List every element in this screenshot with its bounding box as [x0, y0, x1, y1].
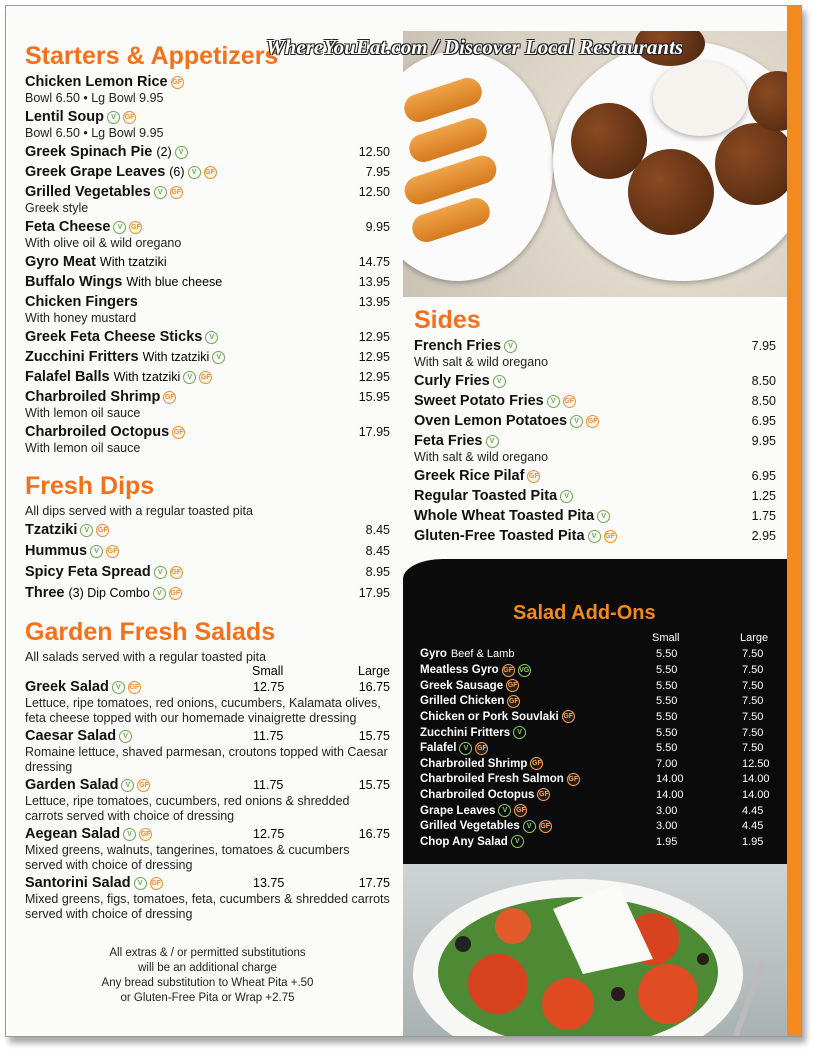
menu-item-price: 9.95 — [365, 220, 390, 234]
menu-item — [25, 585, 390, 602]
menu-item-price: 9.95 — [751, 434, 776, 448]
menu-item — [25, 274, 390, 291]
menu-item-price: 12.95 — [358, 350, 390, 364]
menu-item-price-large: 17.75 — [358, 876, 390, 890]
addon-name: Meatless Gyro — [420, 664, 499, 677]
menu-item-price: 8.45 — [365, 544, 390, 558]
vegetarian-icon: V — [107, 111, 120, 124]
menu-item-description: Lettuce, ripe tomatoes, cucumbers, red onions & shredded carrots served with choice of dressing — [25, 794, 350, 823]
addon-row — [420, 757, 776, 770]
menu-item — [25, 329, 390, 346]
menu-item-price: 12.50 — [358, 145, 390, 159]
addon-price-small: 5.50 — [656, 742, 678, 755]
gluten-free-icon: GF — [586, 415, 599, 428]
menu-item-name: Lentil Soup — [25, 109, 104, 125]
addon-name: Greek Sausage — [420, 679, 504, 692]
addon-row — [420, 648, 776, 660]
addon-price-large: 4.45 — [742, 820, 764, 833]
addon-price-large: 7.50 — [742, 679, 764, 692]
menu-item-note: (3) Dip Combo — [68, 586, 150, 600]
sides-title: Sides — [414, 306, 481, 334]
menu-item-note: (6) — [169, 165, 185, 179]
menu-item-row — [25, 424, 390, 441]
menu-item-note: With blue cheese — [126, 275, 223, 289]
addon-price-large: 7.50 — [742, 648, 764, 660]
starters-title: Starters & Appetizers — [25, 42, 279, 70]
footnote-line: or Gluten-Free Pita or Wrap +2.75 — [120, 992, 295, 1004]
menu-item-name: Buffalo Wings — [25, 274, 123, 290]
gluten-free-icon: GF — [199, 371, 212, 384]
addon-name: Falafel — [420, 742, 457, 755]
menu-item-description: Romaine lettuce, shaved parmesan, croutons topped with Caesar dressing — [25, 745, 388, 774]
vegetarian-icon: V — [134, 877, 147, 890]
menu-item — [414, 413, 776, 430]
menu-item-price-small: 13.75 — [253, 876, 285, 890]
menu-item-price-small: 12.75 — [253, 680, 285, 694]
menu-item-name: Sweet Potato Fries — [414, 393, 544, 409]
menu-item-row — [414, 468, 776, 485]
gluten-free-icon: GF — [539, 820, 552, 833]
menu-item-price: 8.50 — [751, 374, 776, 388]
addon-row — [420, 664, 776, 677]
menu-item-name: Spicy Feta Spread — [25, 564, 151, 580]
addon-row — [420, 710, 776, 723]
menu-item-row — [25, 585, 390, 602]
menu-item-row — [25, 294, 390, 311]
vegetarian-icon: V — [511, 835, 524, 848]
addon-row — [420, 835, 776, 848]
vegetarian-icon: V — [113, 221, 126, 234]
vegetarian-icon: V — [547, 395, 560, 408]
vegetarian-icon: V — [188, 166, 201, 179]
salads-title: Garden Fresh Salads — [25, 618, 276, 646]
menu-item-name: Gyro Meat — [25, 254, 96, 270]
gluten-free-icon: GF — [150, 877, 163, 890]
menu-item-description: With honey mustard — [25, 311, 137, 325]
menu-item-price-small: 11.75 — [253, 778, 284, 792]
menu-item-row — [25, 254, 390, 271]
vegetarian-icon: V — [205, 331, 218, 344]
addon-row — [420, 679, 776, 692]
menu-item-name: Feta Fries — [414, 433, 483, 449]
menu-item-row — [25, 369, 390, 386]
menu-item-price: 12.95 — [358, 330, 390, 344]
vegetarian-icon: V — [119, 730, 132, 743]
watermark: WhereYouEat.com / Discover Local Restaurants — [266, 35, 684, 59]
menu-item-name: Caesar Salad — [25, 728, 117, 744]
addon-price-small: 3.00 — [656, 820, 678, 833]
vegetarian-icon: V — [183, 371, 196, 384]
addon-row — [420, 804, 776, 817]
menu-item — [25, 875, 390, 922]
addon-name: Chicken or Pork Souvlaki — [420, 710, 559, 723]
falafel-ball — [628, 149, 714, 235]
menu-item-price-small: 12.75 — [253, 827, 285, 841]
menu-item-description: Greek style — [25, 201, 89, 215]
addon-price-small: 7.00 — [656, 757, 678, 770]
menu-item-row — [25, 679, 390, 696]
addon-price-small: 5.50 — [656, 710, 678, 723]
menu-item-price: 6.95 — [751, 469, 776, 483]
menu-item-description: Bowl 6.50 • Lg Bowl 9.95 — [25, 91, 164, 105]
menu-item-name: Three — [25, 585, 65, 601]
menu-item-description: With lemon oil sauce — [25, 441, 141, 455]
menu-item-row — [25, 349, 390, 366]
menu-item-name: Hummus — [25, 543, 88, 559]
menu-item — [25, 74, 390, 106]
menu-item — [414, 488, 776, 505]
menu-item — [25, 389, 390, 421]
menu-item — [414, 508, 776, 525]
menu-item-price: 7.95 — [751, 339, 776, 353]
menu-item-name: Chicken Lemon Rice — [25, 74, 168, 90]
gluten-free-icon: GF — [106, 545, 119, 558]
gluten-free-icon: GF — [170, 566, 183, 579]
menu-item — [25, 109, 390, 141]
tzatziki-bowl — [653, 61, 748, 136]
vegetarian-icon: V — [513, 726, 526, 739]
menu-item-price: 1.25 — [751, 489, 776, 503]
vegetarian-icon: V — [486, 435, 499, 448]
vegetarian-icon: V — [212, 351, 225, 364]
menu-item-description: With salt & wild oregano — [414, 355, 549, 369]
vegetarian-icon: V — [121, 779, 134, 792]
menu-item-price: 14.75 — [358, 255, 390, 269]
vegetarian-icon: V — [153, 587, 166, 600]
vegetarian-icon: V — [504, 340, 517, 353]
menu-item-row — [25, 875, 390, 892]
menu-item — [25, 728, 390, 775]
sides-list — [414, 338, 776, 545]
menu-item-name: Grilled Vegetables — [25, 184, 151, 200]
gluten-free-icon: GF — [163, 391, 176, 404]
vegetarian-icon: V — [498, 804, 511, 817]
addon-row — [420, 742, 776, 755]
gluten-free-icon: GF — [507, 695, 520, 708]
addon-price-small: 3.00 — [656, 804, 678, 817]
gluten-free-icon: GF — [514, 804, 527, 817]
addon-name: Charbroiled Octopus — [420, 788, 535, 801]
gluten-free-icon: GF — [170, 186, 183, 199]
gluten-free-icon: GF — [567, 773, 580, 786]
starters-list — [25, 74, 390, 456]
menu-item-row — [414, 373, 776, 390]
menu-item-row — [414, 433, 776, 450]
addon-price-large: 1.95 — [742, 835, 764, 848]
menu-item-row — [25, 389, 390, 406]
menu-item-name: Regular Toasted Pita — [414, 488, 558, 504]
greek-salad-photo — [403, 864, 787, 1036]
gluten-free-icon: GF — [562, 710, 575, 723]
orange-edge-strip — [787, 6, 801, 1036]
menu-item-name: Greek Spinach Pie — [25, 144, 153, 160]
menu-item-name: Charbroiled Octopus — [25, 424, 170, 440]
dips-subtitle: All dips served with a regular toasted pita — [25, 504, 253, 518]
menu-item-name: Whole Wheat Toasted Pita — [414, 508, 595, 524]
menu-item-name: Zucchini Fritters — [25, 349, 139, 365]
menu-item-description: With salt & wild oregano — [414, 450, 549, 464]
menu-item-row — [25, 329, 390, 346]
footnote-line: will be an additional charge — [138, 962, 277, 974]
menu-page — [5, 5, 802, 1037]
addon-row — [420, 788, 776, 801]
menu-item — [25, 679, 390, 726]
menu-item-row — [25, 728, 390, 745]
vegetarian-icon: V — [123, 828, 136, 841]
menu-item-price: 15.95 — [358, 390, 390, 404]
menu-item-name: French Fries — [414, 338, 502, 354]
addon-price-small: 1.95 — [656, 835, 678, 848]
addon-name: Grilled Chicken — [420, 695, 505, 708]
menu-item-row — [25, 219, 390, 236]
gluten-free-icon: GF — [123, 111, 136, 124]
addon-price-small: 14.00 — [656, 788, 684, 801]
menu-item-price-large: 15.75 — [358, 729, 390, 743]
menu-item — [25, 777, 390, 824]
menu-item — [25, 164, 390, 181]
menu-item-name: Charbroiled Shrimp — [25, 389, 161, 405]
addon-price-large: 12.50 — [742, 757, 770, 770]
sides-section — [414, 306, 776, 548]
addon-price-large: 14.00 — [742, 788, 770, 801]
salads-list — [25, 679, 390, 922]
addon-row — [420, 773, 776, 786]
menu-item — [25, 424, 390, 456]
gluten-free-icon: GF — [204, 166, 217, 179]
footnote-line: All extras & / or permitted substitutions — [109, 947, 306, 959]
menu-item-note: (2) — [156, 145, 172, 159]
menu-item — [25, 522, 390, 539]
menu-item-row — [414, 528, 776, 545]
menu-item-row — [414, 413, 776, 430]
gluten-free-icon: GF — [502, 664, 515, 677]
addon-name: Chop Any Salad — [420, 835, 508, 848]
menu-item-row — [414, 393, 776, 410]
menu-item — [414, 393, 776, 410]
addon-price-large: 7.50 — [742, 710, 764, 723]
menu-item-name: Garden Salad — [25, 777, 119, 793]
vegetarian-icon: V — [523, 820, 536, 833]
menu-item-price-large: 16.75 — [358, 827, 390, 841]
addons-large-label: Large — [740, 632, 769, 644]
vegetarian-icon: V — [588, 530, 601, 543]
salads-small-label: Small — [252, 664, 284, 678]
menu-item-price: 13.95 — [358, 295, 390, 309]
menu-item-row — [25, 144, 390, 161]
footnote-line: Any bread substitution to Wheat Pita +.50 — [101, 977, 314, 989]
vegan-icon: VG — [518, 664, 531, 677]
addon-row — [420, 820, 776, 833]
vegetarian-icon: V — [459, 742, 472, 755]
addon-name: Charbroiled Shrimp — [420, 757, 528, 770]
menu-item-name: Greek Salad — [25, 679, 109, 695]
vegetarian-icon: V — [597, 510, 610, 523]
vegetarian-icon: V — [493, 375, 506, 388]
menu-item-price: 8.95 — [365, 565, 390, 579]
addon-name: Zucchini Fritters — [420, 726, 511, 739]
addon-price-small: 5.50 — [656, 679, 678, 692]
addon-price-large: 7.50 — [742, 726, 764, 739]
salads-subtitle: All salads served with a regular toasted pita — [25, 650, 267, 664]
menu-item-description: With lemon oil sauce — [25, 406, 141, 420]
addon-price-small: 5.50 — [656, 695, 678, 708]
menu-item-price: 13.95 — [358, 275, 390, 289]
addon-row — [420, 726, 776, 739]
vegetarian-icon: V — [154, 186, 167, 199]
menu-item-price-large: 16.75 — [358, 680, 390, 694]
menu-item-name: Greek Grape Leaves — [25, 164, 166, 180]
addon-price-large: 7.50 — [742, 742, 764, 755]
addon-name: Grilled Vegetables — [420, 820, 520, 833]
vegetarian-icon: V — [112, 681, 125, 694]
gluten-free-icon: GF — [506, 679, 519, 692]
menu-item — [25, 349, 390, 366]
menu-item-row — [25, 74, 390, 91]
menu-item-description: Mixed greens, walnuts, tangerines, tomatoes & cucumbers served with choice of dressing — [25, 843, 350, 872]
menu-item-name: Gluten-Free Toasted Pita — [414, 528, 585, 544]
addon-note: Beef & Lamb — [450, 648, 515, 660]
menu-item-price: 8.50 — [751, 394, 776, 408]
gluten-free-icon: GF — [137, 779, 150, 792]
menu-item — [414, 468, 776, 485]
gluten-free-icon: GF — [604, 530, 617, 543]
menu-item-description: Bowl 6.50 • Lg Bowl 9.95 — [25, 126, 164, 140]
menu-item-price: 8.45 — [365, 523, 390, 537]
addon-price-large: 7.50 — [742, 664, 764, 677]
vegetarian-icon: V — [560, 490, 573, 503]
salads-large-label: Large — [358, 664, 390, 678]
menu-item-price-small: 11.75 — [253, 729, 284, 743]
menu-item-price: 2.95 — [751, 529, 776, 543]
addon-price-small: 5.50 — [656, 726, 678, 739]
menu-item-description: Mixed greens, figs, tomatoes, feta, cucumbers & shredded carrots served with choice of dressing — [25, 892, 390, 921]
falafel-photo — [403, 31, 787, 297]
salads-size-header — [25, 664, 390, 678]
menu-item — [25, 369, 390, 386]
menu-item-name: Tzatziki — [25, 522, 78, 538]
vegetarian-icon: V — [570, 415, 583, 428]
menu-item-note: With tzatziki — [113, 370, 181, 384]
addon-price-large: 14.00 — [742, 773, 770, 786]
footnote — [25, 946, 390, 1006]
vegetarian-icon: V — [80, 524, 93, 537]
vegetarian-icon: V — [90, 545, 103, 558]
menu-item-price: 17.95 — [358, 586, 390, 600]
gluten-free-icon: GF — [172, 426, 185, 439]
menu-item-row — [414, 488, 776, 505]
gluten-free-icon: GF — [537, 788, 550, 801]
addon-price-small: 14.00 — [656, 773, 684, 786]
menu-item-row — [25, 164, 390, 181]
menu-item — [25, 294, 390, 326]
menu-item-row — [25, 777, 390, 794]
addon-name: Charbroiled Fresh Salmon — [420, 773, 564, 786]
menu-item-price: 6.95 — [751, 414, 776, 428]
menu-item — [25, 254, 390, 271]
menu-item — [25, 184, 390, 216]
menu-item-row — [25, 184, 390, 201]
gluten-free-icon: GF — [527, 470, 540, 483]
gluten-free-icon: GF — [128, 681, 141, 694]
menu-item-row — [25, 522, 390, 539]
menu-item-name: Santorini Salad — [25, 875, 131, 891]
menu-item-price: 12.50 — [358, 185, 390, 199]
menu-item-name: Chicken Fingers — [25, 294, 138, 310]
menu-item — [414, 433, 776, 465]
menu-item-name: Curly Fries — [414, 373, 490, 389]
menu-item — [25, 543, 390, 560]
menu-item — [25, 144, 390, 161]
gluten-free-icon: GF — [129, 221, 142, 234]
addon-row — [420, 695, 776, 708]
menu-item-note: With tzatziki — [142, 350, 210, 364]
menu-item-price: 12.95 — [358, 370, 390, 384]
addon-price-large: 7.50 — [742, 695, 764, 708]
menu-item — [25, 826, 390, 873]
gluten-free-icon: GF — [169, 587, 182, 600]
gluten-free-icon: GF — [171, 76, 184, 89]
dips-title: Fresh Dips — [25, 472, 155, 500]
menu-item-price-large: 15.75 — [358, 778, 390, 792]
vegetarian-icon: V — [175, 146, 188, 159]
gluten-free-icon: GF — [563, 395, 576, 408]
left-column — [25, 42, 390, 924]
menu-item-price: 17.95 — [358, 425, 390, 439]
menu-item-price: 7.95 — [365, 165, 390, 179]
menu-item — [25, 219, 390, 251]
salad-addons-panel — [403, 559, 787, 864]
menu-item-name: Oven Lemon Potatoes — [414, 413, 568, 429]
menu-item-name: Falafel Balls — [25, 369, 110, 385]
addons-title: Salad Add-Ons — [513, 602, 656, 624]
addon-name: Grape Leaves — [420, 804, 496, 817]
menu-item-price: 1.75 — [751, 509, 776, 523]
menu-item-name: Feta Cheese — [25, 219, 111, 235]
gluten-free-icon: GF — [530, 757, 543, 770]
menu-item — [414, 373, 776, 390]
menu-item-description: With olive oil & wild oregano — [25, 236, 182, 250]
addon-name: Gyro — [420, 648, 447, 660]
menu-item-row — [25, 826, 390, 843]
dips-list — [25, 522, 390, 602]
menu-item — [25, 564, 390, 581]
menu-item-description: Lettuce, ripe tomatoes, red onions, cucumbers, Kalamata olives, feta cheese topped with our homemade vinaigrette dressing — [25, 696, 381, 725]
gluten-free-icon: GF — [139, 828, 152, 841]
menu-item-name: Aegean Salad — [25, 826, 121, 842]
addon-price-small: 5.50 — [656, 664, 678, 677]
falafel-ball — [715, 123, 787, 205]
menu-item-row — [414, 508, 776, 525]
addons-small-label: Small — [652, 632, 680, 644]
menu-item — [414, 528, 776, 545]
gluten-free-icon: GF — [96, 524, 109, 537]
menu-item-row — [414, 338, 776, 355]
menu-item — [414, 338, 776, 370]
salad-bowl-drawing — [403, 864, 787, 1036]
menu-item-name: Greek Rice Pilaf — [414, 468, 525, 484]
addon-price-large: 4.45 — [742, 804, 764, 817]
menu-item-row — [25, 564, 390, 581]
menu-item-row — [25, 274, 390, 291]
menu-item-row — [25, 543, 390, 560]
vegetarian-icon: V — [154, 566, 167, 579]
gluten-free-icon: GF — [475, 742, 488, 755]
menu-item-name: Greek Feta Cheese Sticks — [25, 329, 203, 345]
menu-item-note: With tzatziki — [99, 255, 167, 269]
addon-price-small: 5.50 — [656, 648, 678, 660]
menu-item-row — [25, 109, 390, 126]
